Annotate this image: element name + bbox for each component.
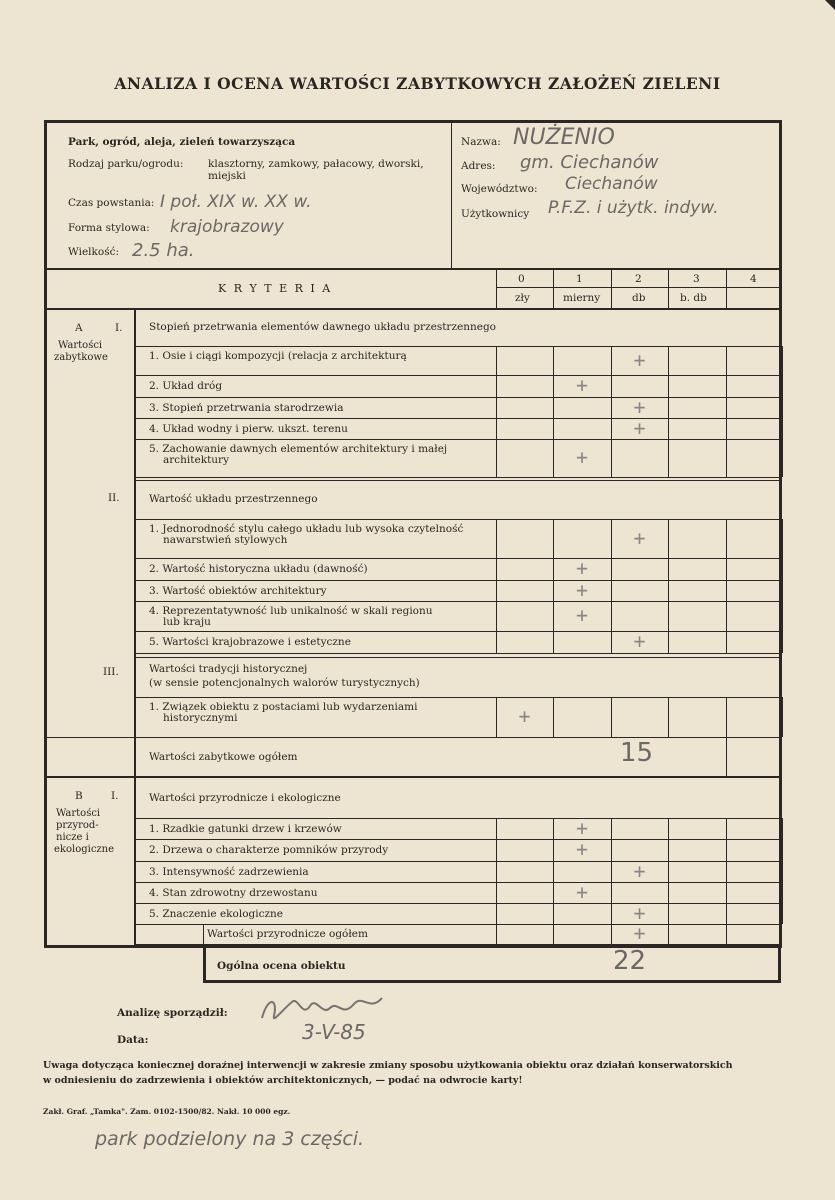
rows-a2-row-4-col-3 <box>668 601 669 631</box>
rows-a1-row-1-col-4 <box>726 346 727 375</box>
rows-a2-row-2-text: 2. Wartość historyczna układu (dawność) <box>149 563 368 575</box>
rows-a2-row-1-text2: nawarstwień stylowych <box>163 534 288 546</box>
date-value: 3-V-85 <box>302 1020 366 1044</box>
group-a3-title: Wartości tradycji historycznej <box>149 663 308 675</box>
rows-b1-row-2-col-3 <box>668 839 669 861</box>
rows-b1-row-5-col-0 <box>496 903 497 924</box>
col-line-1 <box>553 268 554 308</box>
rows-a1-title-bottom <box>134 346 782 347</box>
rows-a3-row-1-text2: historycznymi <box>163 712 238 724</box>
col-name-2: db <box>632 292 646 304</box>
rows-a1-row-3-col-2 <box>611 397 612 418</box>
rows-a2-row-1-col-1 <box>553 519 554 558</box>
rows-a1-row-5-col-5 <box>782 439 783 477</box>
rows-b1-row-2 <box>149 845 388 856</box>
rows-a1-row-4-col-2 <box>611 418 612 439</box>
rows-b1-row-5-col-4 <box>726 903 727 924</box>
total-b-col-4 <box>726 924 727 944</box>
rows-a1-row-5-bottom <box>134 477 782 478</box>
col-line-0 <box>496 268 497 308</box>
rows-a1-row-5-col-0 <box>496 439 497 477</box>
col-num-4: 4 <box>750 273 757 285</box>
rows-a2-row-3-text: 3. Wartość obiektów architektury <box>149 585 327 597</box>
group-a2-title: Wartość układu przestrzennego <box>149 493 318 505</box>
rows-b1-row-1-text: 1. Rzadkie gatunki drzew i krzewów <box>149 823 342 835</box>
rows-b1-row-3-col-1 <box>553 861 554 882</box>
rows-a1-row-3-col-0 <box>496 397 497 418</box>
section-a-name-1: Wartości <box>58 340 103 351</box>
section-a-name-2: zabytkowe <box>54 352 108 363</box>
rows-b1-row-4-col-2 <box>611 882 612 903</box>
group-a3-subtitle: (w sensie potencjonalnych walorów turystycznych) <box>149 677 420 689</box>
rows-a2-row-4-col-2 <box>611 601 612 631</box>
rows-a1-row-2-text: 2. Układ dróg <box>149 380 223 392</box>
col-num-0: 0 <box>518 273 525 285</box>
rows-b1-row-3-col-3 <box>668 861 669 882</box>
voivodeship-label: Województwo: <box>461 183 538 195</box>
address-label: Adres: <box>461 160 496 172</box>
rows-a3-row-1-mark: + <box>518 704 531 728</box>
voivodeship-value: Ciechanów <box>565 174 658 194</box>
rows-a2-row-2-mark: + <box>575 556 589 580</box>
address-value: gm. Ciechanów <box>520 152 659 173</box>
rows-a1-row-2-col-2 <box>611 375 612 397</box>
rows-a1-row-3-col-4 <box>726 397 727 418</box>
col-header-mid-line <box>496 287 782 288</box>
users-label: Użytkownicy <box>461 208 530 220</box>
rows-a1-row-3-col-3 <box>668 397 669 418</box>
col-num-2: 2 <box>635 273 642 285</box>
rows-a3-row-1 <box>149 702 417 724</box>
rows-b1-row-3 <box>149 867 309 878</box>
rows-a2-row-5-col-4 <box>726 631 727 653</box>
rows-a2-row-4-col-0 <box>496 601 497 631</box>
analysis-label: Analizę sporządził: <box>117 1007 228 1019</box>
rows-a1-row-3-mark: + <box>633 394 646 419</box>
rows-a1-row-4-text: 4. Układ wodny i pierw. ukszt. terenu <box>149 423 348 435</box>
rows-b1-row-1-bottom <box>134 839 782 840</box>
printer-info: Zakł. Graf. „Tamka". Zam. 0102-1500/82. Nakł. 10 000 egz. <box>43 1107 291 1116</box>
rows-a2-row-3-col-2 <box>611 580 612 601</box>
rows-a1-row-1 <box>149 351 407 362</box>
total-b-left <box>203 924 204 944</box>
kind-label: Rodzaj parku/ogrodu: <box>68 158 184 170</box>
col-name-1: mierny <box>563 292 601 304</box>
rows-a3-row-1-col-1 <box>553 697 554 737</box>
rows-a1-row-1-col-1 <box>553 346 554 375</box>
section-a-roman: I. <box>115 322 123 334</box>
col-num-3: 3 <box>693 273 700 285</box>
rows-a1-row-4-col-5 <box>782 418 783 439</box>
rows-a2-row-1-bottom <box>134 558 782 559</box>
col-name-0: zły <box>515 292 530 304</box>
rows-a1-row-5-col-1 <box>553 439 554 477</box>
rows-a2-row-4-text: 4. Reprezentatywność lub unikalność w skali regionu <box>149 605 433 617</box>
rows-b1-row-4 <box>149 888 317 899</box>
header-divider <box>44 268 782 270</box>
total-b-col-3 <box>668 924 669 944</box>
rows-b1-row-2-col-4 <box>726 839 727 861</box>
col-name-3: b. db <box>680 292 707 304</box>
rows-a1-row-3-text: 3. Stopień przetrwania starodrzewia <box>149 402 344 414</box>
rows-a1-row-5-col-4 <box>726 439 727 477</box>
rows-a1-row-4-col-4 <box>726 418 727 439</box>
overall-box <box>203 944 781 983</box>
header-vertical-divider <box>451 120 452 268</box>
col-line-2 <box>611 268 612 308</box>
total-a-label: Wartości zabytkowe ogółem <box>149 751 298 763</box>
rows-b1-row-2-bottom <box>134 861 782 862</box>
left-column-divider <box>134 308 136 948</box>
rows-a2-title-top <box>134 480 782 481</box>
total-b-label: Wartości przyrodnicze ogółem <box>207 928 368 940</box>
rows-a2-row-2-bottom <box>134 580 782 581</box>
rows-a1-row-4-col-3 <box>668 418 669 439</box>
total-b-col-1 <box>553 924 554 944</box>
rows-b1-row-1-mark: + <box>575 815 589 840</box>
rows-a1-row-3-col-5 <box>782 397 783 418</box>
rows-a2-row-5-col-2 <box>611 631 612 653</box>
rows-a1-row-1-col-2 <box>611 346 612 375</box>
rows-a2-row-5-col-5 <box>782 631 783 653</box>
group-a3-roman: III. <box>103 666 119 678</box>
rows-a2-row-5-col-1 <box>553 631 554 653</box>
rows-b1-title-bottom <box>134 818 782 819</box>
rows-a2-title-bottom <box>134 519 782 520</box>
rows-b1-row-3-bottom <box>134 882 782 883</box>
rows-a1-row-5-text: 5. Zachowanie dawnych elementów architektury i małej <box>149 443 448 455</box>
rows-b1-row-5-col-2 <box>611 903 612 924</box>
rows-a3-row-1-col-2 <box>611 697 612 737</box>
rows-a2-row-5-text: 5. Wartości krajobrazowe i estetyczne <box>149 636 351 648</box>
corner-mark <box>825 0 835 10</box>
rows-a2-row-1-col-2 <box>611 519 612 558</box>
rows-a3-row-1-col-3 <box>668 697 669 737</box>
rows-b1-row-4-col-4 <box>726 882 727 903</box>
rows-a1-row-2-bottom <box>134 397 782 398</box>
rows-a1-title-top <box>134 308 782 309</box>
rows-a1-row-1-mark: + <box>633 347 646 372</box>
rows-a3-title-bottom <box>134 697 782 698</box>
rows-b1-row-2-mark: + <box>575 837 589 861</box>
rows-a1-row-2 <box>149 381 222 392</box>
size-label: Wielkość: <box>68 246 120 258</box>
section-b-name-3: nicze i <box>56 832 89 843</box>
kind-options-2: miejski <box>208 170 246 182</box>
rows-a3-row-1-col-0 <box>496 697 497 737</box>
rows-b1-row-4-col-1 <box>553 882 554 903</box>
total-b-mark: + <box>633 921 646 945</box>
rows-a2-row-3-col-1 <box>553 580 554 601</box>
rows-a3-row-1-text: 1. Związek obiektu z postaciami lub wydarzeniami <box>149 701 418 713</box>
rows-a1-row-1-col-0 <box>496 346 497 375</box>
left-sep-section-b <box>44 776 134 778</box>
rows-b1-row-4-text: 4. Stan zdrowotny drzewostanu <box>149 887 318 899</box>
rows-a3-row-1-col-4 <box>726 697 727 737</box>
section-a-letter: A <box>75 322 83 334</box>
rows-b1-row-1-col-5 <box>782 818 783 839</box>
rows-a1-row-2-col-1 <box>553 375 554 397</box>
name-label: Nazwa: <box>461 136 501 148</box>
rows-a1-row-3 <box>149 403 343 414</box>
rows-a2-row-5-col-3 <box>668 631 669 653</box>
rows-a2-row-4-mark: + <box>575 603 589 627</box>
rows-a2-row-1 <box>149 524 463 546</box>
rows-a2-row-1-col-3 <box>668 519 669 558</box>
rows-a2-row-3-col-5 <box>782 580 783 601</box>
rows-a3-title-top <box>134 657 782 658</box>
col-line-3 <box>668 268 669 308</box>
rows-b1-row-5-col-5 <box>782 903 783 924</box>
rows-a1-row-1-col-5 <box>782 346 783 375</box>
date-label: Data: <box>117 1034 149 1046</box>
kind-options: klasztorny, zamkowy, pałacowy, dworski, <box>208 158 424 170</box>
rows-a1-row-3-col-1 <box>553 397 554 418</box>
handwritten-note: park podzielony na 3 części. <box>95 1128 365 1150</box>
rows-a1-row-1-col-3 <box>668 346 669 375</box>
rows-b1-title-top <box>134 776 782 777</box>
size-value: 2.5 ha. <box>132 240 195 261</box>
rows-a2-row-5-mark: + <box>633 629 646 653</box>
section-b-roman: I. <box>111 790 119 802</box>
rows-a2-row-5 <box>149 637 351 648</box>
section-b-name-1: Wartości <box>56 808 101 819</box>
rows-b1-row-3-text: 3. Intensywność zadrzewienia <box>149 866 309 878</box>
rows-b1-row-1-col-1 <box>553 818 554 839</box>
rows-a1-row-4-col-1 <box>553 418 554 439</box>
rows-a2-row-1-col-4 <box>726 519 727 558</box>
rows-a2-row-2-col-3 <box>668 558 669 580</box>
criteria-heading: K R Y T E R I A <box>218 282 333 295</box>
rows-a3-row-1-col-5 <box>782 697 783 737</box>
rows-a1-row-1-bottom <box>134 375 782 376</box>
rows-b1-row-2-col-1 <box>553 839 554 861</box>
rows-a2-row-2-col-1 <box>553 558 554 580</box>
users-value: P.F.Z. i użytk. indyw. <box>548 198 719 218</box>
rows-b1-row-3-col-5 <box>782 861 783 882</box>
park-type-line: Park, ogród, aleja, zieleń towarzysząca <box>68 136 296 148</box>
rows-a2-row-1-mark: + <box>633 525 646 550</box>
rows-b1-row-3-mark: + <box>633 858 646 883</box>
rows-b1-row-4-col-5 <box>782 882 783 903</box>
rows-b1-row-1 <box>149 824 342 835</box>
rows-b1-row-2-col-5 <box>782 839 783 861</box>
col-line-4 <box>726 268 727 308</box>
rows-a2-row-4-bottom <box>134 631 782 632</box>
rows-b1-row-5-text: 5. Znaczenie ekologiczne <box>149 908 284 920</box>
rows-a2-row-1-col-5 <box>782 519 783 558</box>
rows-b1-row-3-col-2 <box>611 861 612 882</box>
rows-b1-row-5-col-3 <box>668 903 669 924</box>
rows-a1-row-2-col-4 <box>726 375 727 397</box>
rows-b1-row-1-col-4 <box>726 818 727 839</box>
rows-b1-row-4-bottom <box>134 903 782 904</box>
rows-a1-row-5 <box>149 444 447 466</box>
rows-a2-row-2 <box>149 564 368 575</box>
rows-a2-row-4-text2: lub kraju <box>163 616 211 628</box>
rows-a1-row-2-col-0 <box>496 375 497 397</box>
rows-a3-row-1-bottom <box>134 737 782 738</box>
note-line-1: Uwaga dotycząca koniecznej doraźnej interwencji w zakresie zmiany sposobu użytkowania obiektu oraz działań konserwatorskich <box>43 1060 733 1071</box>
rows-b1-row-1-col-0 <box>496 818 497 839</box>
rows-b1-row-5-mark: + <box>633 900 646 925</box>
rows-a1-row-3-bottom <box>134 418 782 419</box>
group-a2-roman: II. <box>108 492 120 504</box>
rows-a2-row-2-col-2 <box>611 558 612 580</box>
rows-a1-row-2-mark: + <box>575 373 589 397</box>
section-b-name-2: przyrod- <box>56 820 99 831</box>
rows-b1-row-1-col-3 <box>668 818 669 839</box>
rows-a1-row-4-mark: + <box>633 415 646 440</box>
rows-a1-row-4-bottom <box>134 439 782 440</box>
style-value: krajobrazowy <box>170 217 284 237</box>
rows-a1-row-5-col-2 <box>611 439 612 477</box>
note-line-2: w odniesieniu do zadrzewienia i obiektów architektonicznych, — podać na odwrocie karty! <box>43 1075 523 1086</box>
rows-a1-row-4-col-0 <box>496 418 497 439</box>
overall-label: Ogólna ocena obiektu <box>217 960 346 972</box>
section-b-name-4: ekologiczne <box>54 844 115 855</box>
total-b-col-0 <box>496 924 497 944</box>
rows-a1-row-2-col-5 <box>782 375 783 397</box>
rows-a2-row-3-bottom <box>134 601 782 602</box>
rows-a2-row-3 <box>149 586 327 597</box>
page-title: ANALIZA I OCENA WARTOŚCI ZABYTKOWYCH ZAŁOŻEŃ ZIELENI <box>114 74 721 93</box>
rows-a1-row-1-text: 1. Osie i ciągi kompozycji (relacja z architekturą <box>149 350 407 362</box>
rows-a2-row-3-mark: + <box>575 577 589 602</box>
rows-a2-row-5-col-0 <box>496 631 497 653</box>
rows-b1-row-5 <box>149 909 283 920</box>
rows-b1-row-3-col-0 <box>496 861 497 882</box>
rows-a2-row-1-col-0 <box>496 519 497 558</box>
rows-b1-row-1-col-2 <box>611 818 612 839</box>
section-b-letter: B <box>75 790 83 802</box>
rows-a2-row-2-col-4 <box>726 558 727 580</box>
rows-a1-row-4 <box>149 424 348 435</box>
rows-b1-row-4-mark: + <box>575 879 589 904</box>
rows-a2-row-1-text: 1. Jednorodność stylu całego układu lub wysoka czytelność <box>149 523 464 535</box>
rows-a2-row-3-col-0 <box>496 580 497 601</box>
overall-value: 22 <box>613 946 647 976</box>
rows-a2-row-2-col-0 <box>496 558 497 580</box>
created-value: I poł. XIX w. XX w. <box>160 192 312 212</box>
total-b-col-2 <box>611 924 612 944</box>
rows-a1-row-5-col-3 <box>668 439 669 477</box>
group-b1-title: Wartości przyrodnicze i ekologiczne <box>149 792 341 804</box>
col-num-1: 1 <box>576 273 583 285</box>
rows-a2-row-4-col-4 <box>726 601 727 631</box>
rows-a1-row-5-text2: architektury <box>163 454 230 466</box>
rows-a2-row-2-col-5 <box>782 558 783 580</box>
style-label: Forma stylowa: <box>68 222 150 234</box>
name-value: NUŻENIO <box>513 125 615 150</box>
rows-b1-row-4-col-0 <box>496 882 497 903</box>
created-label: Czas powstania: <box>68 197 155 209</box>
group-a1-title: Stopień przetrwania elementów dawnego układu przestrzennego <box>149 321 496 333</box>
rows-b1-row-4-col-3 <box>668 882 669 903</box>
rows-a2-row-5-bottom <box>134 653 782 654</box>
rows-a1-row-5-mark: + <box>575 445 589 469</box>
rows-b1-row-2-text: 2. Drzewa o charakterze pomników przyrody <box>149 844 389 856</box>
rows-b1-row-5-bottom <box>134 924 782 925</box>
rows-b1-row-3-col-4 <box>726 861 727 882</box>
rows-a2-row-4-col-5 <box>782 601 783 631</box>
total-a-col-4 <box>726 737 727 776</box>
left-sep-a-total <box>44 737 134 738</box>
rows-a2-row-3-col-4 <box>726 580 727 601</box>
rows-a2-row-3-col-3 <box>668 580 669 601</box>
rows-a2-row-4 <box>149 606 433 628</box>
rows-a1-row-2-col-3 <box>668 375 669 397</box>
total-a-value: 15 <box>620 738 654 768</box>
rows-b1-row-5-col-1 <box>553 903 554 924</box>
rows-b1-row-2-col-2 <box>611 839 612 861</box>
rows-b1-row-2-col-0 <box>496 839 497 861</box>
rows-a2-row-4-col-1 <box>553 601 554 631</box>
